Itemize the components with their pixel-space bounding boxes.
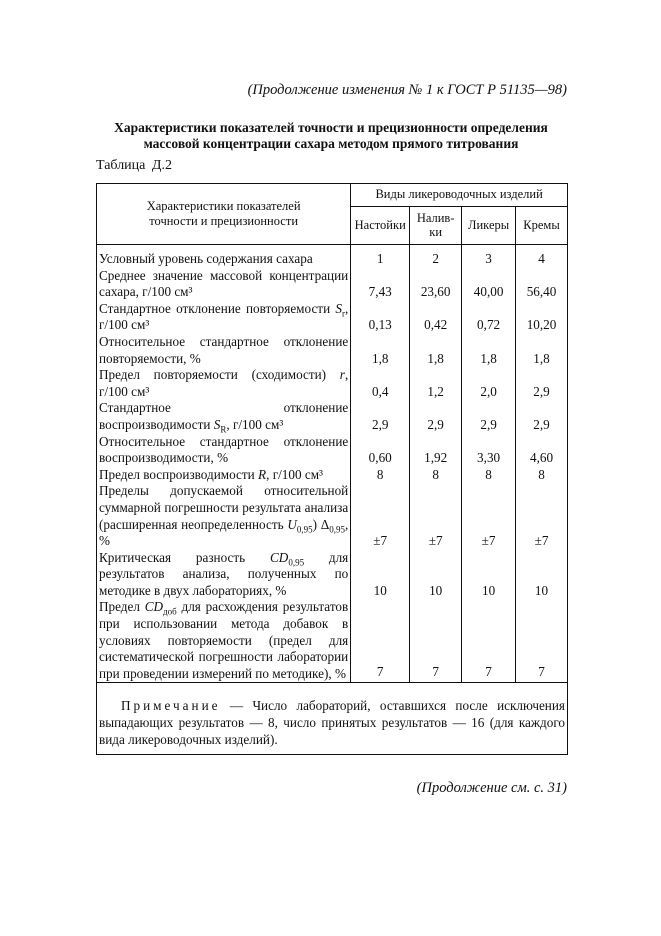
row-label-label-post: для результатов анализа, полученных по методике в двух лабораториях, % xyxy=(99,549,349,598)
row-label-label-pre: Предел xyxy=(99,599,145,615)
header-col-likery: Ликеры xyxy=(462,206,516,244)
row-value-col-4: ±7 xyxy=(516,483,568,549)
continuation-header-note: (Продолжение изменения № 1 к ГОСТ Р 51135—98) xyxy=(247,82,567,98)
row-value-col-1: 7,43 xyxy=(351,268,410,301)
row-value-col-1: 10 xyxy=(351,550,410,600)
row-value-col-4: 7 xyxy=(516,599,568,682)
row-value-col-1: 7 xyxy=(351,599,410,682)
table-row xyxy=(97,467,568,484)
table-label xyxy=(96,158,172,174)
row-label xyxy=(97,483,351,549)
row-label xyxy=(97,251,351,268)
row-label-label-var: S xyxy=(335,300,342,316)
title-line-1: Характеристики показателей точности и прецизионности определения xyxy=(114,120,548,135)
row-value-col-2: 1,92 xyxy=(410,434,462,467)
row-value-col-1: 8 xyxy=(351,467,410,484)
row-label-label-post: , г/100 см³ xyxy=(266,466,323,482)
row-label-label-sub: 0,95 xyxy=(288,557,305,568)
row-label-label-sub: R xyxy=(220,424,227,435)
continuation-footer-note: (Продолжение см. с. 31) xyxy=(416,780,567,796)
table-row xyxy=(97,268,568,301)
header-col-kremy: Кремы xyxy=(516,206,568,244)
row-value-col-2: 2 xyxy=(410,251,462,268)
row-label xyxy=(97,550,351,600)
row-value-col-3: 2,9 xyxy=(462,400,516,433)
table-row xyxy=(97,434,568,467)
row-label xyxy=(97,599,351,682)
row-label-label-pre: Стандартное отклонение воспроизводимости xyxy=(99,400,349,432)
row-label-label: Относительное стандартное отклонение повторяемости, % xyxy=(99,333,349,366)
table-label-word: Таблица xyxy=(96,158,146,173)
row-value-col-2: 2,9 xyxy=(410,400,462,433)
header-col-nastoyki: Настойки xyxy=(351,206,410,244)
row-label-label-post: для расхождения результатов при использовании метода добавок в условиях повторяемости (предел для систематической погрешности лаборатории при проведении измерений по методике), % xyxy=(99,599,349,681)
header-product-types: Виды ликероводочных изделий xyxy=(351,184,568,207)
row-label-label-pre: Критическая разность xyxy=(99,549,270,565)
row-value-col-2: 0,42 xyxy=(410,301,462,334)
precision-table xyxy=(96,183,568,755)
row-value-col-4: 10 xyxy=(516,550,568,600)
row-label xyxy=(97,268,351,301)
table-row xyxy=(97,483,568,549)
header-char-line1: Характеристики показателей xyxy=(146,199,301,213)
row-value-col-4: 1,8 xyxy=(516,334,568,367)
header-characteristics xyxy=(97,184,351,245)
row-label-label: Относительное стандартное отклонение воспроизводимости, % xyxy=(99,433,349,466)
row-value-col-3: 0,72 xyxy=(462,301,516,334)
row-value-col-4: 56,40 xyxy=(516,268,568,301)
row-label xyxy=(97,434,351,467)
table-body xyxy=(97,251,568,683)
row-value-col-2: 10 xyxy=(410,550,462,600)
table-row xyxy=(97,550,568,600)
row-label-label-var: CD xyxy=(144,599,164,615)
table-note xyxy=(97,683,568,755)
row-value-col-3: 3,30 xyxy=(462,434,516,467)
row-value-col-1: 1 xyxy=(351,251,410,268)
row-label xyxy=(97,467,351,484)
row-label-label-var: U xyxy=(287,516,297,532)
table-row xyxy=(97,251,568,268)
header-col-nalivki xyxy=(410,206,462,244)
row-value-col-1: 2,9 xyxy=(351,400,410,433)
title-line-2: массовой концентрации сахара методом прямого титрования xyxy=(143,136,519,151)
row-label-label-post: ) Δ xyxy=(312,516,330,532)
row-label-label-var: CD xyxy=(269,549,289,565)
row-label-label: Среднее значение массовой концентрации сахара, г/100 см³ xyxy=(99,267,349,300)
row-label xyxy=(97,334,351,367)
row-value-col-3: 8 xyxy=(462,467,516,484)
row-label-label-var: S xyxy=(213,416,221,432)
row-label-label-post: , г/100 см³ xyxy=(226,416,284,432)
table-number: Д.2 xyxy=(151,158,172,173)
row-value-col-2: 8 xyxy=(410,467,462,484)
table-row xyxy=(97,400,568,433)
row-label-label-var: R xyxy=(258,466,267,482)
row-label-label-pre: Предел воспроизводимости xyxy=(99,466,259,482)
row-label xyxy=(97,301,351,334)
row-value-col-1: 0,4 xyxy=(351,367,410,400)
row-label xyxy=(97,367,351,400)
row-label-label-post: , г/100 см³ xyxy=(99,367,349,399)
row-value-col-3: 40,00 xyxy=(462,268,516,301)
row-label-label-pre: Предел повторяемости (сходимости) xyxy=(99,367,340,383)
row-value-col-4: 4 xyxy=(516,251,568,268)
row-label-label-post: , г/100 см³ xyxy=(99,300,349,333)
row-value-col-1: 0,13 xyxy=(351,301,410,334)
row-value-col-3: 3 xyxy=(462,251,516,268)
row-label xyxy=(97,400,351,433)
row-value-col-1: ±7 xyxy=(351,483,410,549)
row-value-col-4: 2,9 xyxy=(516,367,568,400)
row-label-label-pre: Пределы допускаемой относительной суммарной погрешности результата анализа (расширенная неопределенность xyxy=(99,483,349,532)
row-value-col-3: 2,0 xyxy=(462,367,516,400)
row-value-col-4: 8 xyxy=(516,467,568,484)
row-label-label-sub: r xyxy=(341,308,345,319)
row-label-label: Условный уровень содержания сахара xyxy=(99,251,313,266)
row-label-label-sub: доб xyxy=(163,607,177,618)
row-value-col-3: ±7 xyxy=(462,483,516,549)
row-value-col-4: 4,60 xyxy=(516,434,568,467)
row-label-label-sub: 0,95 xyxy=(296,524,313,535)
header-char-line2: точности и прецизионности xyxy=(149,214,299,228)
header-col-nalivki-text: Налив-ки xyxy=(416,211,455,240)
row-label-label-pre: Стандартное отклонение повторяемости xyxy=(99,300,336,316)
table-row xyxy=(97,367,568,400)
row-value-col-3: 10 xyxy=(462,550,516,600)
row-value-col-1: 0,60 xyxy=(351,434,410,467)
table-row xyxy=(97,334,568,367)
note-label: Примечание xyxy=(121,698,221,714)
row-value-col-4: 2,9 xyxy=(516,400,568,433)
table-title xyxy=(96,120,566,152)
row-value-col-1: 1,8 xyxy=(351,334,410,367)
row-value-col-2: 1,2 xyxy=(410,367,462,400)
row-value-col-3: 7 xyxy=(462,599,516,682)
row-value-col-2: ±7 xyxy=(410,483,462,549)
table-row xyxy=(97,301,568,334)
row-label-label-var: r xyxy=(339,367,345,383)
row-value-col-3: 1,8 xyxy=(462,334,516,367)
row-value-col-2: 23,60 xyxy=(410,268,462,301)
row-label-label-post2: , % xyxy=(99,516,349,549)
row-label-label-sub2: 0,95 xyxy=(329,524,345,535)
row-value-col-2: 1,8 xyxy=(410,334,462,367)
note-text: — Число лабораторий, оставшихся после исключения выпадающих результатов — 8, число принятых результатов — 16 (для каждого вида ликероводочных изделий). xyxy=(99,698,565,748)
row-value-col-4: 10,20 xyxy=(516,301,568,334)
table-row xyxy=(97,599,568,682)
row-value-col-2: 7 xyxy=(410,599,462,682)
